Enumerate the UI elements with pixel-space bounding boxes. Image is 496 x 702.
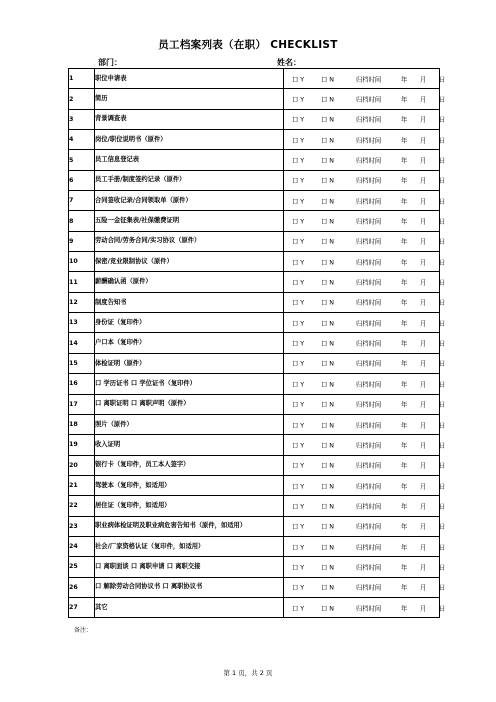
checkbox-yes[interactable]: 口 Y	[292, 462, 305, 470]
document-item: 合同签收记录/合同领取单（原件）	[95, 191, 284, 211]
checklist-row	[69, 170, 440, 190]
month-label: 月	[420, 177, 427, 185]
archive-time-label: 归档时间	[356, 422, 382, 430]
day-label: 日	[439, 279, 446, 287]
checkbox-yes[interactable]: 口 Y	[292, 523, 305, 531]
remark-label: 备注：	[74, 627, 93, 634]
checklist-row	[69, 414, 440, 434]
checklist-table	[68, 68, 446, 618]
month-label: 月	[420, 564, 427, 572]
archive-status-cell	[284, 353, 446, 373]
month-label: 月	[420, 483, 427, 491]
row-number: 21	[69, 475, 95, 495]
archive-time-label: 归档时间	[356, 218, 382, 226]
archive-status-cell	[284, 150, 446, 170]
checkbox-yes[interactable]: 口 Y	[292, 116, 305, 124]
archive-status-cell	[284, 597, 446, 617]
document-item: 薪酬确认函（原件）	[95, 272, 284, 292]
year-label: 年	[401, 157, 408, 165]
year-label: 年	[401, 198, 408, 206]
year-label: 年	[401, 483, 408, 491]
year-label: 年	[401, 442, 408, 450]
year-label: 年	[401, 523, 408, 531]
year-label: 年	[401, 299, 408, 307]
row-number: 10	[69, 252, 95, 272]
document-item: 居住证（复印件，如适用）	[95, 496, 284, 516]
checklist-row	[69, 191, 440, 211]
year-label: 年	[401, 360, 408, 368]
archive-status-cell	[284, 231, 446, 251]
row-number: 11	[69, 272, 95, 292]
document-item: 五险一金征集表/社保缴费证明	[95, 211, 284, 231]
day-label: 日	[439, 442, 446, 450]
day-label: 日	[439, 137, 446, 145]
row-number: 20	[69, 455, 95, 475]
year-label: 年	[401, 605, 408, 613]
checkbox-yes[interactable]: 口 Y	[292, 157, 305, 165]
row-number: 17	[69, 394, 95, 414]
archive-time-label: 归档时间	[356, 238, 382, 246]
checklist-row	[69, 252, 440, 272]
checkbox-no[interactable]: 口 N	[321, 381, 335, 389]
row-number: 8	[69, 211, 95, 231]
checkbox-yes[interactable]: 口 Y	[292, 299, 305, 307]
checkbox-yes[interactable]: 口 Y	[292, 76, 305, 84]
day-label: 日	[439, 483, 446, 491]
archive-status-cell	[284, 272, 446, 292]
month-label: 月	[420, 198, 427, 206]
archive-time-label: 归档时间	[356, 96, 382, 104]
year-label: 年	[401, 462, 408, 470]
checkbox-no[interactable]: 口 N	[321, 238, 335, 246]
row-number: 27	[69, 597, 95, 617]
month-label: 月	[420, 340, 427, 348]
day-label: 日	[439, 360, 446, 368]
checklist-row	[69, 536, 440, 556]
checkbox-yes[interactable]: 口 Y	[292, 605, 305, 613]
checkbox-no[interactable]: 口 N	[321, 422, 335, 430]
checkbox-no[interactable]: 口 N	[321, 137, 335, 145]
month-label: 月	[420, 76, 427, 84]
checkbox-no[interactable]: 口 N	[321, 503, 335, 511]
document-item: 口 学历证书 口 学位证书（复印件）	[95, 374, 284, 394]
year-label: 年	[401, 259, 408, 267]
archive-time-label: 归档时间	[356, 523, 382, 531]
archive-time-label: 归档时间	[356, 259, 382, 267]
archive-time-label: 归档时间	[356, 544, 382, 552]
checklist-row	[69, 597, 440, 617]
archive-time-label: 归档时间	[356, 137, 382, 145]
checklist-row	[69, 557, 440, 577]
document-item: 员工手册/制度签约记录（原件）	[95, 170, 284, 190]
day-label: 日	[439, 381, 446, 389]
checklist-row	[69, 313, 440, 333]
day-label: 日	[439, 76, 446, 84]
year-label: 年	[401, 584, 408, 592]
row-number: 7	[69, 191, 95, 211]
row-number: 23	[69, 516, 95, 536]
year-label: 年	[401, 401, 408, 409]
year-label: 年	[401, 544, 408, 552]
document-item: 口 离职面谈 口 离职申请 口 离职交接	[95, 557, 284, 577]
document-item: 收入证明	[95, 435, 284, 455]
document-item: 劳动合同/劳务合同/实习协议（原件）	[95, 231, 284, 251]
checkbox-no[interactable]: 口 N	[321, 360, 335, 368]
row-number: 24	[69, 536, 95, 556]
year-label: 年	[401, 96, 408, 104]
checkbox-yes[interactable]: 口 Y	[292, 259, 305, 267]
row-number: 1	[69, 69, 95, 89]
checkbox-yes[interactable]: 口 Y	[292, 137, 305, 145]
archive-status-cell	[284, 374, 446, 394]
checklist-row	[69, 455, 440, 475]
month-label: 月	[420, 422, 427, 430]
checkbox-no[interactable]: 口 N	[321, 320, 335, 328]
archive-status-cell	[284, 109, 446, 129]
archive-status-cell	[284, 69, 446, 89]
checkbox-yes[interactable]: 口 Y	[292, 544, 305, 552]
month-label: 月	[420, 381, 427, 389]
month-label: 月	[420, 299, 427, 307]
day-label: 日	[439, 503, 446, 511]
checkbox-no[interactable]: 口 N	[321, 218, 335, 226]
day-label: 日	[439, 462, 446, 470]
document-item: 制度告知书	[95, 292, 284, 312]
checkbox-no[interactable]: 口 N	[321, 198, 335, 206]
checkbox-no[interactable]: 口 N	[321, 279, 335, 287]
row-number: 26	[69, 577, 95, 597]
checkbox-no[interactable]: 口 N	[321, 442, 335, 450]
checklist-row	[69, 109, 440, 129]
checklist-row	[69, 475, 440, 495]
day-label: 日	[439, 564, 446, 572]
archive-time-label: 归档时间	[356, 564, 382, 572]
archive-time-label: 归档时间	[356, 279, 382, 287]
checkbox-yes[interactable]: 口 Y	[292, 442, 305, 450]
archive-status-cell	[284, 333, 446, 353]
checkbox-yes[interactable]: 口 Y	[292, 360, 305, 368]
archive-status-cell	[284, 475, 446, 495]
checkbox-no[interactable]: 口 N	[321, 340, 335, 348]
checkbox-no[interactable]: 口 N	[321, 259, 335, 267]
checklist-row	[69, 130, 440, 150]
checkbox-yes[interactable]: 口 Y	[292, 564, 305, 572]
archive-status-cell	[284, 455, 446, 475]
day-label: 日	[439, 299, 446, 307]
checklist-row	[69, 150, 440, 170]
archive-status-cell	[284, 577, 446, 597]
archive-time-label: 归档时间	[356, 198, 382, 206]
checkbox-no[interactable]: 口 N	[321, 523, 335, 531]
document-item: 职位申请表	[95, 69, 284, 89]
document-item: 员工信息登记表	[95, 150, 284, 170]
archive-time-label: 归档时间	[356, 605, 382, 613]
month-label: 月	[420, 401, 427, 409]
month-label: 月	[420, 137, 427, 145]
month-label: 月	[420, 116, 427, 124]
archive-status-cell	[284, 191, 446, 211]
row-number: 9	[69, 231, 95, 251]
year-label: 年	[401, 218, 408, 226]
archive-time-label: 归档时间	[356, 360, 382, 368]
document-item: 其它	[95, 597, 284, 617]
document-item: 驾驶本（复印件，如适用）	[95, 475, 284, 495]
archive-time-label: 归档时间	[356, 340, 382, 348]
month-label: 月	[420, 218, 427, 226]
archive-status-cell	[284, 536, 446, 556]
page-title: 员工档案列表（在职） CHECKLIST	[158, 39, 338, 51]
checkbox-yes[interactable]: 口 Y	[292, 422, 305, 430]
checkbox-yes[interactable]: 口 Y	[292, 483, 305, 491]
month-label: 月	[420, 238, 427, 246]
checklist-row	[69, 231, 440, 251]
archive-status-cell	[284, 516, 446, 536]
checkbox-yes[interactable]: 口 Y	[292, 198, 305, 206]
checklist-row	[69, 272, 440, 292]
employee-name-label: 姓名：	[277, 58, 301, 67]
row-number: 3	[69, 109, 95, 129]
archive-status-cell	[284, 313, 446, 333]
day-label: 日	[439, 177, 446, 185]
month-label: 月	[420, 584, 427, 592]
day-label: 日	[439, 198, 446, 206]
day-label: 日	[439, 157, 446, 165]
checkbox-no[interactable]: 口 N	[321, 584, 335, 592]
archive-time-label: 归档时间	[356, 320, 382, 328]
checklist-row	[69, 435, 440, 455]
checkbox-no[interactable]: 口 N	[321, 76, 335, 84]
row-number: 25	[69, 557, 95, 577]
archive-status-cell	[284, 435, 446, 455]
day-label: 日	[439, 96, 446, 104]
checkbox-yes[interactable]: 口 Y	[292, 340, 305, 348]
year-label: 年	[401, 320, 408, 328]
day-label: 日	[439, 605, 446, 613]
checklist-row	[69, 292, 440, 312]
day-label: 日	[439, 340, 446, 348]
archive-status-cell	[284, 557, 446, 577]
archive-time-label: 归档时间	[356, 76, 382, 84]
checkbox-yes[interactable]: 口 Y	[292, 401, 305, 409]
checklist-row	[69, 69, 440, 89]
document-item: 银行卡（复印件，员工本人签字）	[95, 455, 284, 475]
archive-time-label: 归档时间	[356, 442, 382, 450]
document-item: 口 解除劳动合同协议书 口 离职协议书	[95, 577, 284, 597]
day-label: 日	[439, 116, 446, 124]
checkbox-no[interactable]: 口 N	[321, 544, 335, 552]
document-item: 口 离职证明 口 离职声明（原件）	[95, 394, 284, 414]
year-label: 年	[401, 76, 408, 84]
year-label: 年	[401, 503, 408, 511]
archive-status-cell	[284, 394, 446, 414]
archive-time-label: 归档时间	[356, 177, 382, 185]
month-label: 月	[420, 605, 427, 613]
archive-time-label: 归档时间	[356, 299, 382, 307]
checklist-row	[69, 374, 440, 394]
checkbox-yes[interactable]: 口 Y	[292, 320, 305, 328]
archive-time-label: 归档时间	[356, 157, 382, 165]
checklist-row	[69, 353, 440, 373]
row-number: 14	[69, 333, 95, 353]
month-label: 月	[420, 442, 427, 450]
checkbox-yes[interactable]: 口 Y	[292, 238, 305, 246]
month-label: 月	[420, 523, 427, 531]
checkbox-yes[interactable]: 口 Y	[292, 218, 305, 226]
document-item: 社会/厂家资格认证（复印件，如适用）	[95, 536, 284, 556]
row-number: 13	[69, 313, 95, 333]
checkbox-no[interactable]: 口 N	[321, 299, 335, 307]
checkbox-no[interactable]: 口 N	[321, 483, 335, 491]
year-label: 年	[401, 564, 408, 572]
day-label: 日	[439, 584, 446, 592]
month-label: 月	[420, 462, 427, 470]
archive-time-label: 归档时间	[356, 116, 382, 124]
document-item: 背景调查表	[95, 109, 284, 129]
archive-status-cell	[284, 130, 446, 150]
checkbox-yes[interactable]: 口 Y	[292, 279, 305, 287]
archive-time-label: 归档时间	[356, 462, 382, 470]
year-label: 年	[401, 137, 408, 145]
archive-time-label: 归档时间	[356, 584, 382, 592]
month-label: 月	[420, 503, 427, 511]
checkbox-no[interactable]: 口 N	[321, 462, 335, 470]
document-item: 保密/竞业限制协议（原件）	[95, 252, 284, 272]
checkbox-no[interactable]: 口 N	[321, 96, 335, 104]
document-item: 照片（原件）	[95, 414, 284, 434]
year-label: 年	[401, 177, 408, 185]
document-item: 体检证明（原件）	[95, 353, 284, 373]
month-label: 月	[420, 279, 427, 287]
day-label: 日	[439, 259, 446, 267]
checkbox-yes[interactable]: 口 Y	[292, 381, 305, 389]
year-label: 年	[401, 279, 408, 287]
year-label: 年	[401, 422, 408, 430]
day-label: 日	[439, 544, 446, 552]
archive-time-label: 归档时间	[356, 483, 382, 491]
month-label: 月	[420, 259, 427, 267]
month-label: 月	[420, 96, 427, 104]
day-label: 日	[439, 218, 446, 226]
row-number: 6	[69, 170, 95, 190]
document-item: 身份证（复印件）	[95, 313, 284, 333]
checkbox-yes[interactable]: 口 Y	[292, 177, 305, 185]
archive-status-cell	[284, 292, 446, 312]
day-label: 日	[439, 422, 446, 430]
month-label: 月	[420, 360, 427, 368]
row-number: 5	[69, 150, 95, 170]
checkbox-yes[interactable]: 口 Y	[292, 584, 305, 592]
checkbox-no[interactable]: 口 N	[321, 157, 335, 165]
month-label: 月	[420, 320, 427, 328]
checklist-row	[69, 496, 440, 516]
day-label: 日	[439, 401, 446, 409]
archive-time-label: 归档时间	[356, 401, 382, 409]
document-item: 简历	[95, 89, 284, 109]
department-label: 部门：	[98, 58, 122, 67]
archive-status-cell	[284, 170, 446, 190]
row-number: 22	[69, 496, 95, 516]
day-label: 日	[439, 320, 446, 328]
archive-status-cell	[284, 89, 446, 109]
month-label: 月	[420, 544, 427, 552]
checkbox-no[interactable]: 口 N	[321, 401, 335, 409]
checkbox-no[interactable]: 口 N	[321, 177, 335, 185]
archive-status-cell	[284, 211, 446, 231]
year-label: 年	[401, 340, 408, 348]
archive-time-label: 归档时间	[356, 381, 382, 389]
checkbox-no[interactable]: 口 N	[321, 605, 335, 613]
checklist-row	[69, 394, 440, 414]
row-number: 15	[69, 353, 95, 373]
checkbox-yes[interactable]: 口 Y	[292, 96, 305, 104]
row-number: 18	[69, 414, 95, 434]
archive-status-cell	[284, 252, 446, 272]
checklist-row	[69, 577, 440, 597]
day-label: 日	[439, 523, 446, 531]
archive-status-cell	[284, 496, 446, 516]
document-item: 户口本（复印件）	[95, 333, 284, 353]
archive-time-label: 归档时间	[356, 503, 382, 511]
checklist-row	[69, 89, 440, 109]
checklist-row	[69, 211, 440, 231]
row-number: 4	[69, 130, 95, 150]
month-label: 月	[420, 157, 427, 165]
row-number: 12	[69, 292, 95, 312]
row-number: 19	[69, 435, 95, 455]
year-label: 年	[401, 238, 408, 246]
checklist-row	[69, 516, 440, 536]
row-number: 16	[69, 374, 95, 394]
checkbox-no[interactable]: 口 N	[321, 116, 335, 124]
checkbox-no[interactable]: 口 N	[321, 564, 335, 572]
archive-status-cell	[284, 414, 446, 434]
checklist-row	[69, 333, 440, 353]
page-footer: 第 1 页，共 2 页	[223, 669, 273, 677]
document-item: 职业病体检证明及职业病危害告知书（原件，如适用）	[95, 516, 284, 536]
checkbox-yes[interactable]: 口 Y	[292, 503, 305, 511]
day-label: 日	[439, 238, 446, 246]
year-label: 年	[401, 116, 408, 124]
row-number: 2	[69, 89, 95, 109]
document-item: 岗位/职位说明书（原件）	[95, 130, 284, 150]
year-label: 年	[401, 381, 408, 389]
